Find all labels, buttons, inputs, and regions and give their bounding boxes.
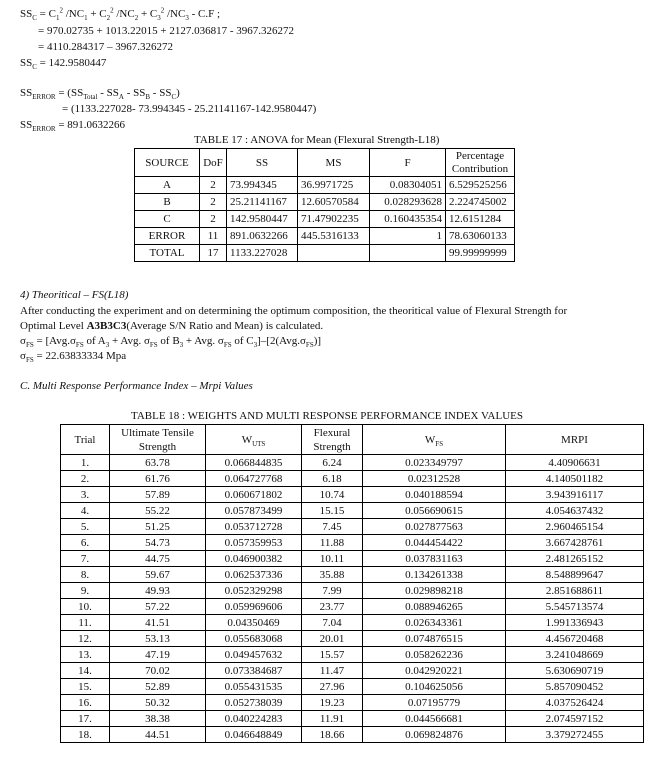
mrpi-cell: 3.241048669 bbox=[506, 647, 644, 663]
mrpi-cell: 1.991336943 bbox=[506, 615, 644, 631]
mrpi-cell: 0.027877563 bbox=[363, 519, 506, 535]
mrpi-cell: 70.02 bbox=[110, 663, 206, 679]
mrpi-cell: 0.040224283 bbox=[206, 711, 302, 727]
mrpi-cell: 13. bbox=[61, 647, 110, 663]
anova-cell: 11 bbox=[200, 228, 227, 245]
mrpi-cell: 0.069824876 bbox=[363, 727, 506, 743]
anova-cell: 1 bbox=[370, 228, 446, 245]
ssc-line-1: $SS_C = C_1^2$ $/NC_1 + C_2^2$ $/NC_2 + C_3^2$ $/NC_3 - C.F$ ; bbox=[20, 6, 221, 23]
anova-cell: 2 bbox=[200, 194, 227, 211]
mrpi-cell: 0.052738039 bbox=[206, 695, 302, 711]
anova-cell: 445.5316133 bbox=[298, 228, 370, 245]
anova-cell: 142.9580447 bbox=[227, 211, 298, 228]
mrpi-cell: 63.78 bbox=[110, 455, 206, 471]
mrpi-cell: 50.32 bbox=[110, 695, 206, 711]
mrpi-table bbox=[60, 424, 644, 743]
mrpi-cell: 49.93 bbox=[110, 583, 206, 599]
mrpi-cell: 5. bbox=[61, 519, 110, 535]
mrpi-header-mrpi: MRPI bbox=[506, 425, 644, 455]
mrpi-cell: 0.058262236 bbox=[363, 647, 506, 663]
anova-cell: 25.21141167 bbox=[227, 194, 298, 211]
anova-row bbox=[135, 194, 515, 211]
anova-table bbox=[134, 148, 515, 262]
mrpi-cell: 10.11 bbox=[302, 551, 363, 567]
mrpi-header-fs: Flexural Strength bbox=[302, 425, 363, 455]
anova-cell: 17 bbox=[200, 245, 227, 262]
mrpi-header-wfs: $W_{FS}$ bbox=[363, 425, 506, 455]
section-4-heading: 4) Theoritical – FS(L18) bbox=[20, 289, 129, 301]
mrpi-row bbox=[61, 711, 644, 727]
mrpi-row bbox=[61, 471, 644, 487]
anova-header-ss: SS bbox=[227, 149, 298, 177]
mrpi-row bbox=[61, 567, 644, 583]
mrpi-cell: 5.857090452 bbox=[506, 679, 644, 695]
anova-cell: 6.529525256 bbox=[446, 177, 515, 194]
mrpi-cell: 54.73 bbox=[110, 535, 206, 551]
ssc-result: $SS_C = 142.9580447$ bbox=[20, 57, 107, 72]
mrpi-cell: 3.667428761 bbox=[506, 535, 644, 551]
anova-cell: 78.63060133 bbox=[446, 228, 515, 245]
anova-cell: 12.60570584 bbox=[298, 194, 370, 211]
anova-header-percentage: Percentage Contribution bbox=[446, 149, 515, 177]
mrpi-cell: 0.044566681 bbox=[363, 711, 506, 727]
mrpi-cell: 3.379272455 bbox=[506, 727, 644, 743]
anova-cell bbox=[370, 245, 446, 262]
mrpi-cell: 57.22 bbox=[110, 599, 206, 615]
mrpi-cell: 0.037831163 bbox=[363, 551, 506, 567]
section-4-result: $\sigma_{FS} = 22.63833334$ Mpa bbox=[20, 350, 127, 365]
mrpi-cell: 44.75 bbox=[110, 551, 206, 567]
section-4-formula: $\sigma_{FS} = [Avg.\sigma_{FS}$ of $A_3$ + Avg. $\sigma_{FS}$ of $B_3$ + Avg. $\sigma_{FS}$ of $C_3]-[2(Avg.\sigma_{FS})]$ bbox=[20, 335, 322, 350]
mrpi-cell: 61.76 bbox=[110, 471, 206, 487]
mrpi-header-trial: Trial bbox=[61, 425, 110, 455]
mrpi-cell: 0.057359953 bbox=[206, 535, 302, 551]
anova-cell: 891.0632266 bbox=[227, 228, 298, 245]
mrpi-cell: 38.38 bbox=[110, 711, 206, 727]
mrpi-cell: 0.062537336 bbox=[206, 567, 302, 583]
mrpi-cell: 0.057873499 bbox=[206, 503, 302, 519]
mrpi-row bbox=[61, 487, 644, 503]
mrpi-header-wuts: $W_{UTS}$ bbox=[206, 425, 302, 455]
mrpi-row bbox=[61, 631, 644, 647]
mrpi-cell: 0.07195779 bbox=[363, 695, 506, 711]
mrpi-cell: 7.04 bbox=[302, 615, 363, 631]
anova-cell: 99.99999999 bbox=[446, 245, 515, 262]
mrpi-cell: 7.45 bbox=[302, 519, 363, 535]
table17-caption: TABLE 17 : ANOVA for Mean (Flexural Strength-L18) bbox=[194, 134, 440, 146]
mrpi-header-uts: Ultimate Tensile Strength bbox=[110, 425, 206, 455]
ssc-line-2: = 970.02735 + 1013.22015 + 2127.036817 - 3967.326272 bbox=[38, 25, 295, 37]
mrpi-cell: 11.88 bbox=[302, 535, 363, 551]
mrpi-cell: 8.548899647 bbox=[506, 567, 644, 583]
mrpi-cell: 0.052329298 bbox=[206, 583, 302, 599]
mrpi-cell: 0.055431535 bbox=[206, 679, 302, 695]
anova-row bbox=[135, 177, 515, 194]
mrpi-cell: 10.74 bbox=[302, 487, 363, 503]
mrpi-cell: 4.037526424 bbox=[506, 695, 644, 711]
mrpi-cell: 15. bbox=[61, 679, 110, 695]
table18-caption: TABLE 18 : WEIGHTS AND MULTI RESPONSE PERFORMANCE INDEX VALUES bbox=[131, 410, 523, 422]
mrpi-cell: 15.57 bbox=[302, 647, 363, 663]
mrpi-cell: 4.456720468 bbox=[506, 631, 644, 647]
mrpi-cell: 27.96 bbox=[302, 679, 363, 695]
mrpi-cell: 10. bbox=[61, 599, 110, 615]
anova-cell: 2 bbox=[200, 211, 227, 228]
mrpi-cell: 0.040188594 bbox=[363, 487, 506, 503]
mrpi-cell: 52.89 bbox=[110, 679, 206, 695]
mrpi-cell: 19.23 bbox=[302, 695, 363, 711]
mrpi-cell: 0.042920221 bbox=[363, 663, 506, 679]
mrpi-cell: 6. bbox=[61, 535, 110, 551]
mrpi-cell: 0.04350469 bbox=[206, 615, 302, 631]
mrpi-cell: 18.66 bbox=[302, 727, 363, 743]
mrpi-row bbox=[61, 583, 644, 599]
mrpi-cell: 59.67 bbox=[110, 567, 206, 583]
mrpi-cell: 2.960465154 bbox=[506, 519, 644, 535]
anova-cell: 71.47902235 bbox=[298, 211, 370, 228]
mrpi-cell: 5.545713574 bbox=[506, 599, 644, 615]
mrpi-cell: 0.074876515 bbox=[363, 631, 506, 647]
mrpi-cell: 23.77 bbox=[302, 599, 363, 615]
mrpi-cell: 4.054637432 bbox=[506, 503, 644, 519]
mrpi-cell: 2. bbox=[61, 471, 110, 487]
mrpi-cell: 0.029898218 bbox=[363, 583, 506, 599]
mrpi-cell: 15.15 bbox=[302, 503, 363, 519]
anova-row bbox=[135, 228, 515, 245]
mrpi-cell: 14. bbox=[61, 663, 110, 679]
anova-cell: 0.160435354 bbox=[370, 211, 446, 228]
anova-header-f: F bbox=[370, 149, 446, 177]
mrpi-row bbox=[61, 679, 644, 695]
anova-cell: ERROR bbox=[135, 228, 200, 245]
mrpi-row bbox=[61, 647, 644, 663]
section-4-paragraph-line-1: After conducting the experiment and on determining the optimum composition, the theoritical value of Flexural Strength for bbox=[20, 305, 568, 317]
mrpi-cell: 0.023349797 bbox=[363, 455, 506, 471]
mrpi-cell: 0.02312528 bbox=[363, 471, 506, 487]
mrpi-cell: 35.88 bbox=[302, 567, 363, 583]
section-4-paragraph-line-2: Optimal Level A3B3C3(Average S/N Ratio and Mean) is calculated. bbox=[20, 320, 324, 332]
mrpi-cell: 4.140501182 bbox=[506, 471, 644, 487]
sserror-line-1: $SS_{ERROR} = (SS_{Total} - SS_A - SS_B - SS_C)$ bbox=[20, 87, 180, 102]
mrpi-cell: 0.053712728 bbox=[206, 519, 302, 535]
mrpi-cell: 16. bbox=[61, 695, 110, 711]
mrpi-cell: 0.059969606 bbox=[206, 599, 302, 615]
anova-cell: 1133.227028 bbox=[227, 245, 298, 262]
mrpi-cell: 41.51 bbox=[110, 615, 206, 631]
mrpi-row bbox=[61, 727, 644, 743]
mrpi-cell: 7.99 bbox=[302, 583, 363, 599]
mrpi-cell: 2.851688611 bbox=[506, 583, 644, 599]
mrpi-cell: 18. bbox=[61, 727, 110, 743]
mrpi-cell: 17. bbox=[61, 711, 110, 727]
mrpi-cell: 57.89 bbox=[110, 487, 206, 503]
mrpi-row bbox=[61, 455, 644, 471]
mrpi-cell: 4. bbox=[61, 503, 110, 519]
mrpi-cell: 0.046900382 bbox=[206, 551, 302, 567]
mrpi-cell: 2.074597152 bbox=[506, 711, 644, 727]
mrpi-cell: 7. bbox=[61, 551, 110, 567]
mrpi-cell: 0.134261338 bbox=[363, 567, 506, 583]
mrpi-cell: 0.088946265 bbox=[363, 599, 506, 615]
mrpi-row bbox=[61, 615, 644, 631]
mrpi-cell: 3.943916117 bbox=[506, 487, 644, 503]
mrpi-cell: 0.046648849 bbox=[206, 727, 302, 743]
mrpi-cell: 53.13 bbox=[110, 631, 206, 647]
mrpi-cell: 47.19 bbox=[110, 647, 206, 663]
mrpi-row bbox=[61, 599, 644, 615]
anova-cell bbox=[298, 245, 370, 262]
mrpi-cell: 20.01 bbox=[302, 631, 363, 647]
sserror-line-2: = (1133.227028- 73.994345 - 25.21141167-142.9580447) bbox=[62, 103, 317, 115]
mrpi-cell: 0.060671802 bbox=[206, 487, 302, 503]
ssc-line-3: = 4110.284317 – 3967.326272 bbox=[38, 41, 174, 53]
mrpi-cell: 1. bbox=[61, 455, 110, 471]
anova-header-ms: MS bbox=[298, 149, 370, 177]
mrpi-row bbox=[61, 663, 644, 679]
mrpi-cell: 0.044454422 bbox=[363, 535, 506, 551]
mrpi-cell: 4.40906631 bbox=[506, 455, 644, 471]
mrpi-cell: 0.066844835 bbox=[206, 455, 302, 471]
mrpi-cell: 3. bbox=[61, 487, 110, 503]
mrpi-cell: 0.026343361 bbox=[363, 615, 506, 631]
anova-header-dof: DoF bbox=[200, 149, 227, 177]
anova-cell: B bbox=[135, 194, 200, 211]
mrpi-cell: 2.481265152 bbox=[506, 551, 644, 567]
mrpi-cell: 8. bbox=[61, 567, 110, 583]
mrpi-cell: 11.91 bbox=[302, 711, 363, 727]
anova-row bbox=[135, 245, 515, 262]
anova-cell: 2 bbox=[200, 177, 227, 194]
mrpi-cell: 0.055683068 bbox=[206, 631, 302, 647]
mrpi-cell: 0.073384687 bbox=[206, 663, 302, 679]
sserror-result: $SS_{ERROR} = 891.0632266$ bbox=[20, 119, 126, 134]
mrpi-cell: 0.056690615 bbox=[363, 503, 506, 519]
mrpi-row bbox=[61, 535, 644, 551]
mrpi-cell: 6.18 bbox=[302, 471, 363, 487]
mrpi-cell: 44.51 bbox=[110, 727, 206, 743]
anova-row bbox=[135, 211, 515, 228]
mrpi-cell: 11. bbox=[61, 615, 110, 631]
anova-cell: 36.9971725 bbox=[298, 177, 370, 194]
anova-cell: 2.224745002 bbox=[446, 194, 515, 211]
mrpi-cell: 0.064727768 bbox=[206, 471, 302, 487]
mrpi-cell: 0.104625056 bbox=[363, 679, 506, 695]
mrpi-cell: 9. bbox=[61, 583, 110, 599]
anova-header-source: SOURCE bbox=[135, 149, 200, 177]
mrpi-cell: 12. bbox=[61, 631, 110, 647]
anova-cell: 73.994345 bbox=[227, 177, 298, 194]
mrpi-row bbox=[61, 503, 644, 519]
section-c-heading: C. Multi Response Performance Index – Mrpi Values bbox=[20, 380, 253, 392]
anova-cell: C bbox=[135, 211, 200, 228]
anova-cell: 0.08304051 bbox=[370, 177, 446, 194]
mrpi-cell: 11.47 bbox=[302, 663, 363, 679]
mrpi-row bbox=[61, 551, 644, 567]
mrpi-cell: 5.630690719 bbox=[506, 663, 644, 679]
anova-cell: A bbox=[135, 177, 200, 194]
anova-cell: 0.028293628 bbox=[370, 194, 446, 211]
mrpi-cell: 51.25 bbox=[110, 519, 206, 535]
anova-cell: TOTAL bbox=[135, 245, 200, 262]
anova-cell: 12.6151284 bbox=[446, 211, 515, 228]
mrpi-cell: 55.22 bbox=[110, 503, 206, 519]
mrpi-row bbox=[61, 695, 644, 711]
mrpi-cell: 0.049457632 bbox=[206, 647, 302, 663]
mrpi-cell: 6.24 bbox=[302, 455, 363, 471]
mrpi-row bbox=[61, 519, 644, 535]
